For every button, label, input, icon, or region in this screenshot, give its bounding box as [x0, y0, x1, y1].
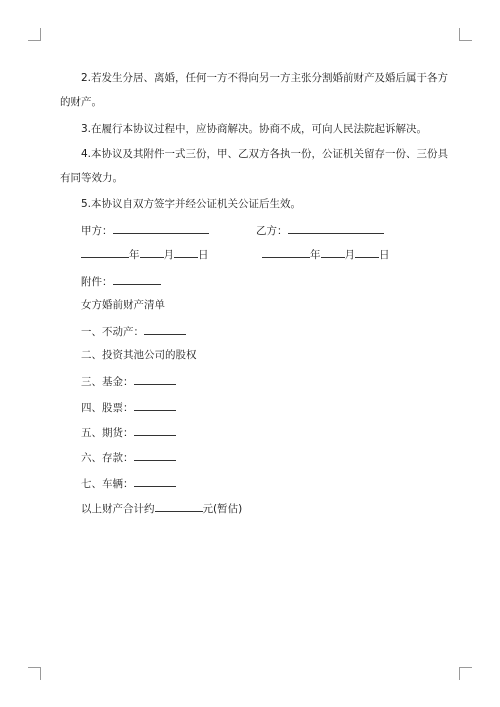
month-blank	[140, 246, 164, 258]
crop-mark-bottom-left	[28, 667, 41, 680]
asset-list-title: 女方婚前财产清单	[81, 299, 165, 311]
party-a-signature	[81, 222, 209, 238]
party-a-date	[81, 246, 209, 262]
year-label: 年	[129, 249, 140, 261]
asset-item	[81, 424, 176, 440]
attachment-label: 附件：	[81, 276, 113, 288]
clause-2-line-1: 2.若发生分居、离婚，任何一方不得向另一方主张分割婚前财产及婚后属于各方	[81, 72, 449, 84]
clause-2-line-2: 的财产。	[60, 96, 102, 108]
asset-total-line	[81, 500, 242, 516]
asset-item	[81, 475, 176, 491]
party-a-blank	[113, 222, 209, 234]
month-label: 月	[163, 249, 174, 261]
asset-item-blank	[134, 373, 176, 385]
clause-4-line-2: 有同等效力。	[60, 172, 123, 184]
attachment-blank	[113, 273, 161, 285]
crop-mark-top-left	[28, 28, 41, 41]
party-b-blank	[288, 222, 384, 234]
asset-total-prefix: 以上财产合计约	[81, 503, 155, 515]
party-b-date	[262, 246, 390, 262]
asset-item	[81, 399, 176, 415]
asset-item-blank	[134, 424, 176, 436]
asset-item-blank	[134, 399, 176, 411]
asset-item-label: 二、投资其池公司的股权	[81, 349, 197, 361]
clause-3: 3.在履行本协议过程中，应协商解决。协商不成，可向人民法院起诉解决。	[81, 123, 428, 135]
asset-item-label: 三、基金：	[81, 376, 134, 388]
year-blank	[262, 246, 310, 258]
asset-item-label: 七、车辆：	[81, 478, 134, 490]
asset-item-label: 五、期货：	[81, 427, 134, 439]
day-label: 日	[379, 249, 390, 261]
asset-item-blank	[144, 323, 186, 335]
clause-5: 5.本协议自双方签字并经公证机关公证后生效。	[81, 198, 302, 210]
asset-item-label: 四、股票：	[81, 402, 134, 414]
month-label: 月	[344, 249, 355, 261]
asset-item	[81, 348, 197, 362]
asset-total-blank	[155, 500, 203, 512]
asset-item-blank	[134, 475, 176, 487]
party-a-label: 甲方：	[81, 225, 113, 237]
attachment-line	[81, 273, 161, 289]
day-blank	[174, 246, 198, 258]
asset-item	[81, 373, 176, 389]
year-blank	[81, 246, 129, 258]
day-label: 日	[198, 249, 209, 261]
crop-mark-top-right	[459, 28, 472, 41]
party-b-signature	[256, 222, 384, 238]
asset-item-blank	[134, 449, 176, 461]
party-b-label: 乙方：	[256, 225, 288, 237]
asset-item-label: 六、存款：	[81, 452, 134, 464]
crop-mark-bottom-right	[459, 667, 472, 680]
month-blank	[321, 246, 345, 258]
asset-total-suffix: 元(暂估)	[202, 503, 243, 515]
clause-4-line-1: 4.本协议及其附件一式三份，甲、乙双方各执一份，公证机关留存一份、三份具	[81, 148, 449, 160]
day-blank	[355, 246, 379, 258]
asset-item	[81, 449, 176, 465]
asset-item-label: 一、不动产：	[81, 326, 144, 338]
year-label: 年	[310, 249, 321, 261]
asset-item	[81, 323, 186, 339]
